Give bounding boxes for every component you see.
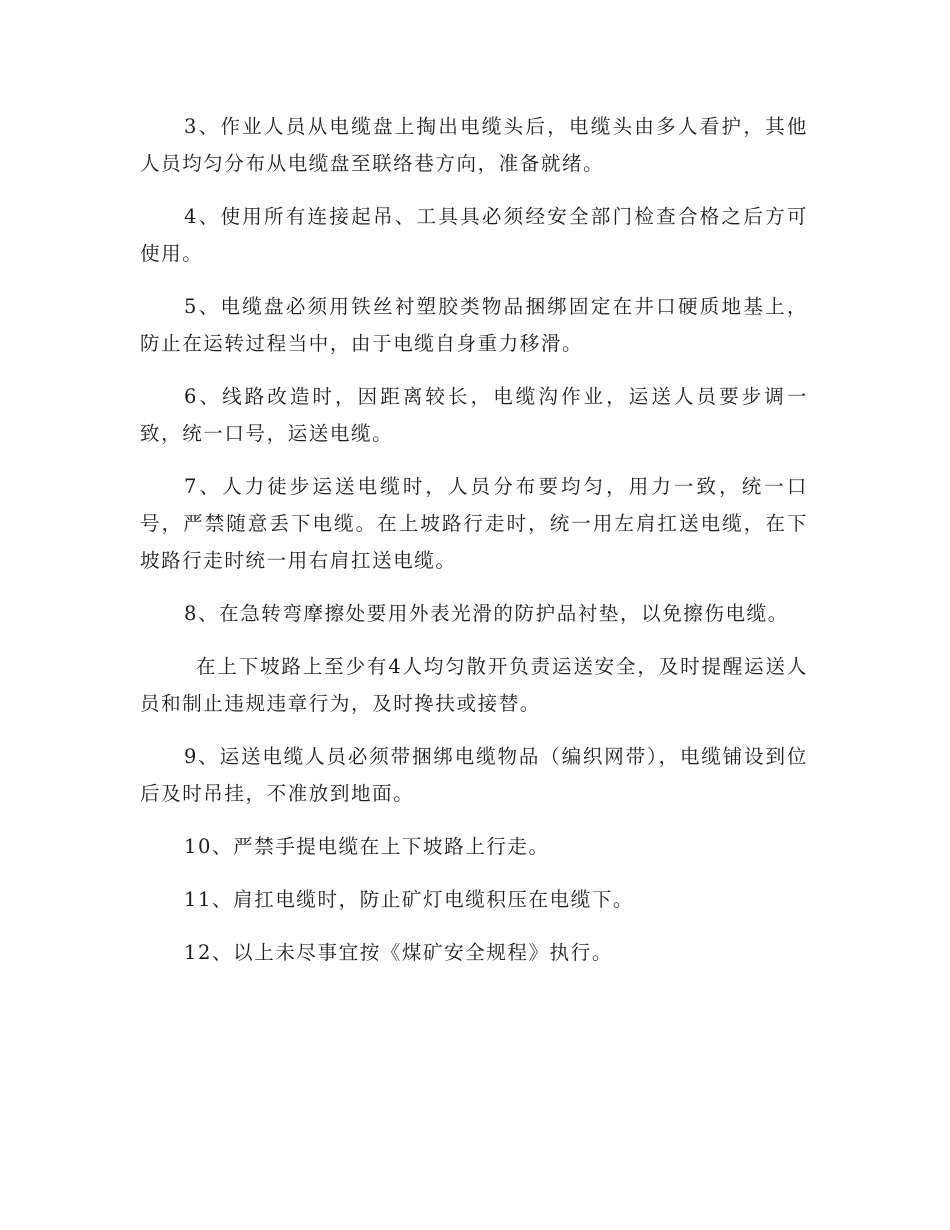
paragraph-item-3: 3、作业人员从电缆盘上掏出电缆头后，电缆头由多人看护，其他人员均匀分布从电缆盘至联络巷方向，准备就绪。 bbox=[140, 115, 808, 175]
paragraph-item-7: 7、人力徒步运送电缆时，人员分布要均匀，用力一致，统一口号，严禁随意丢下电缆。在上坡路行走时，统一用左肩扛送电缆，在下坡路行走时统一用右肩扛送电缆。 bbox=[140, 475, 808, 572]
paragraph-item-8: 8、在急转弯摩擦处要用外表光滑的防护品衬垫，以免擦伤电缆。 bbox=[184, 602, 789, 625]
paragraph-item-5: 5、电缆盘必须用铁丝衬塑胶类物品捆绑固定在井口硬质地基上，防止在运转过程当中，由于电缆自身重力移滑。 bbox=[140, 295, 808, 355]
paragraph-item-10: 10、严禁手提电缆在上下坡路上行走。 bbox=[184, 835, 550, 858]
paragraph-item-12: 12、以上未尽事宜按《煤矿安全规程》执行。 bbox=[184, 941, 613, 964]
paragraph-item-9: 9、运送电缆人员必须带捆绑电缆物品（编织网带），电缆铺设到位后及时吊挂，不准放到地面。 bbox=[140, 745, 808, 805]
paragraph-item-4: 4、使用所有连接起吊、工具具必须经安全部门检查合格之后方可使用。 bbox=[140, 205, 808, 265]
document-body bbox=[140, 108, 808, 987]
paragraph-item-11: 11、肩扛电缆时，防止矿灯电缆积压在电缆下。 bbox=[184, 888, 635, 911]
paragraph-slope-safety: 在上下坡路上至少有4人均匀散开负责运送安全，及时提醒运送人员和制止违规违章行为，及时搀扶或接替。 bbox=[140, 655, 808, 715]
paragraph-item-6: 6、线路改造时，因距离较长，电缆沟作业，运送人员要步调一致，统一口号，运送电缆。 bbox=[140, 385, 808, 445]
